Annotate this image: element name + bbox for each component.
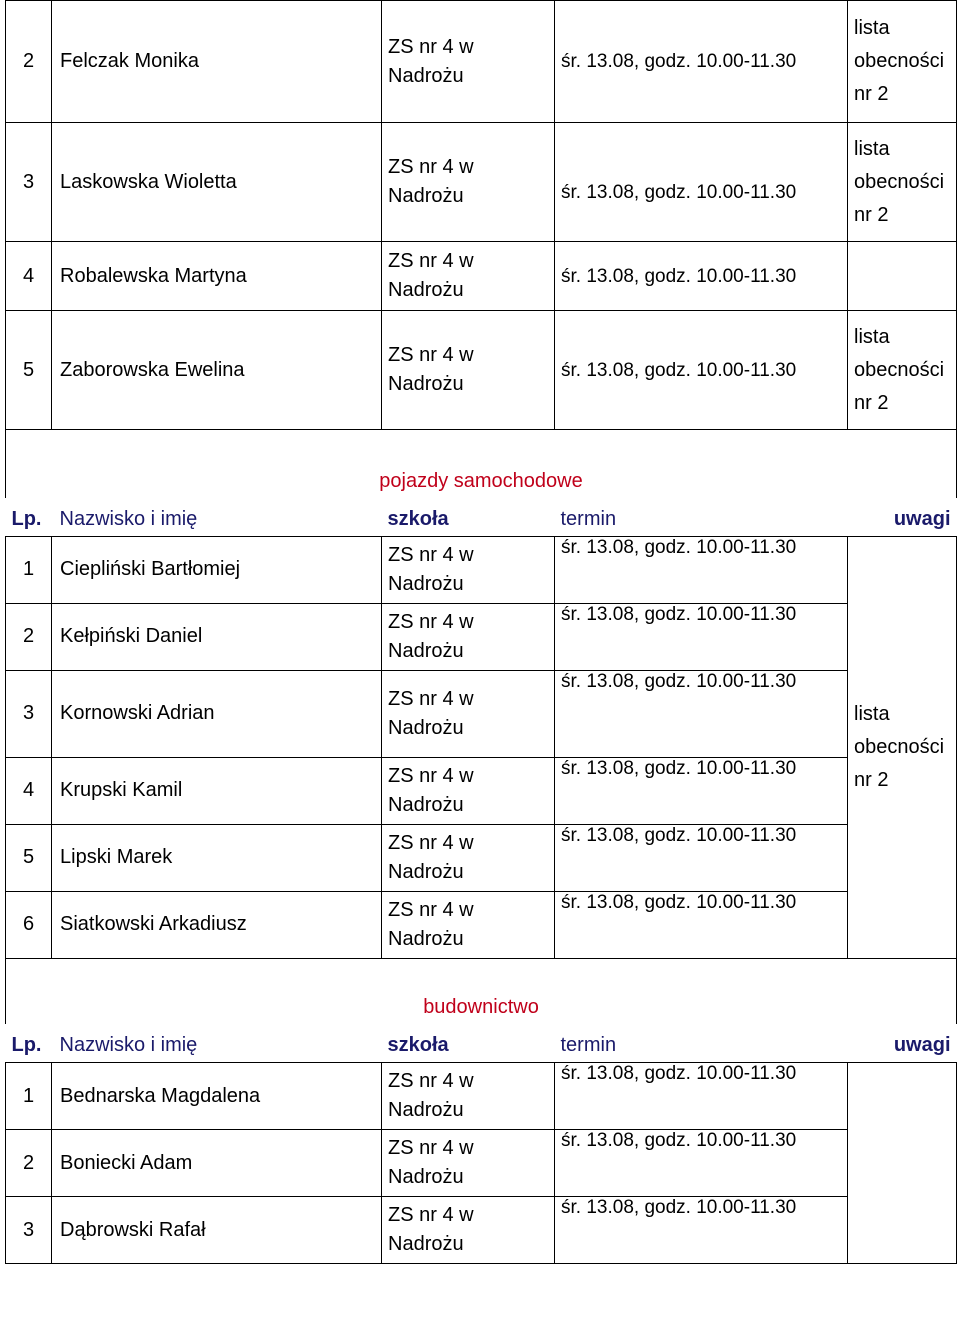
- term-date: śr. 13.08, godz. 10.00-11.30: [555, 1197, 848, 1264]
- row-number: 1: [6, 1063, 52, 1130]
- student-name: Zaborowska Ewelina: [52, 311, 382, 430]
- school-name: ZS nr 4 w Nadrożu: [382, 891, 555, 958]
- school-name: ZS nr 4 w Nadrożu: [382, 1130, 555, 1197]
- school-name: ZS nr 4 w Nadrożu: [382, 311, 555, 430]
- section-heading-row: [6, 430, 957, 498]
- section-title: budownictwo: [6, 958, 957, 1024]
- term-date: śr. 13.08, godz. 10.00-11.30: [555, 1, 848, 123]
- section-heading-row: [6, 958, 957, 1024]
- term-date: śr. 13.08, godz. 10.00-11.30: [555, 1130, 848, 1197]
- student-name: Dąbrowski Rafał: [52, 1197, 382, 1264]
- table-row: [6, 1197, 957, 1264]
- student-name: Bednarska Magdalena: [52, 1063, 382, 1130]
- row-number: 3: [6, 670, 52, 757]
- notes: lista obecności nr 2: [848, 536, 957, 958]
- table-header: [6, 498, 957, 537]
- term-date: śr. 13.08, godz. 10.00-11.30: [555, 824, 848, 891]
- student-name: Robalewska Martyna: [52, 242, 382, 311]
- school-name: ZS nr 4 w Nadrożu: [382, 1063, 555, 1130]
- term-date: śr. 13.08, godz. 10.00-11.30: [555, 1063, 848, 1130]
- table-row: [6, 824, 957, 891]
- row-number: 6: [6, 891, 52, 958]
- section-title: pojazdy samochodowe: [6, 430, 957, 498]
- row-number: 2: [6, 603, 52, 670]
- school-name: ZS nr 4 w Nadrożu: [382, 603, 555, 670]
- header-term: termin: [560, 1034, 617, 1056]
- table-row: [6, 603, 957, 670]
- term-date: śr. 13.08, godz. 10.00-11.30: [555, 757, 848, 824]
- table-row: [6, 1, 957, 123]
- term-date: śr. 13.08, godz. 10.00-11.30: [555, 311, 848, 430]
- school-name: ZS nr 4 w Nadrożu: [382, 1, 555, 123]
- row-number: 4: [6, 242, 52, 311]
- header-term: termin: [560, 507, 617, 530]
- header-school: szkoła: [387, 1034, 449, 1056]
- term-date: śr. 13.08, godz. 10.00-11.30: [555, 603, 848, 670]
- row-number: 5: [6, 311, 52, 430]
- header-notes: uwagi: [893, 507, 951, 530]
- student-name: Lipski Marek: [52, 824, 382, 891]
- header-name: Nazwisko i imię: [59, 1034, 198, 1056]
- row-number: 1: [6, 536, 52, 603]
- student-name: Siatkowski Arkadiusz: [52, 891, 382, 958]
- table-row: [6, 891, 957, 958]
- row-number: 3: [6, 1197, 52, 1264]
- row-number: 2: [6, 1, 52, 123]
- table-header: [6, 1024, 957, 1063]
- school-name: ZS nr 4 w Nadrożu: [382, 242, 555, 311]
- row-number: 5: [6, 824, 52, 891]
- row-number: 3: [6, 123, 52, 242]
- student-name: Boniecki Adam: [52, 1130, 382, 1197]
- school-name: ZS nr 4 w Nadrożu: [382, 670, 555, 757]
- header-school: szkoła: [387, 507, 449, 530]
- student-name: Ciepliński Bartłomiej: [52, 536, 382, 603]
- term-date: śr. 13.08, godz. 10.00-11.30: [555, 123, 848, 242]
- table-row: [6, 670, 957, 757]
- table-row: [6, 1130, 957, 1197]
- term-date: śr. 13.08, godz. 10.00-11.30: [555, 891, 848, 958]
- table-row: [6, 757, 957, 824]
- school-name: ZS nr 4 w Nadrożu: [382, 757, 555, 824]
- term-date: śr. 13.08, godz. 10.00-11.30: [555, 670, 848, 757]
- school-name: ZS nr 4 w Nadrożu: [382, 536, 555, 603]
- student-name: Krupski Kamil: [52, 757, 382, 824]
- student-name: Kełpiński Daniel: [52, 603, 382, 670]
- table-row: [6, 1063, 957, 1130]
- term-date: śr. 13.08, godz. 10.00-11.30: [555, 536, 848, 603]
- enrollment-document: [5, 0, 956, 1264]
- enrollment-table: [5, 0, 957, 1264]
- term-date: śr. 13.08, godz. 10.00-11.30: [555, 242, 848, 311]
- notes: lista obecności nr 2: [848, 123, 957, 242]
- notes: [848, 242, 957, 311]
- table-row: [6, 536, 957, 603]
- school-name: ZS nr 4 w Nadrożu: [382, 824, 555, 891]
- row-number: 2: [6, 1130, 52, 1197]
- table-row: [6, 311, 957, 430]
- school-name: ZS nr 4 w Nadrożu: [382, 123, 555, 242]
- school-name: ZS nr 4 w Nadrożu: [382, 1197, 555, 1264]
- header-name: Nazwisko i imię: [59, 507, 198, 530]
- student-name: Felczak Monika: [52, 1, 382, 123]
- notes: [848, 1063, 957, 1264]
- header-lp: Lp.: [11, 507, 42, 530]
- row-number: 4: [6, 757, 52, 824]
- student-name: Kornowski Adrian: [52, 670, 382, 757]
- notes: lista obecności nr 2: [848, 1, 957, 123]
- student-name: Laskowska Wioletta: [52, 123, 382, 242]
- header-notes: uwagi: [893, 1034, 951, 1056]
- table-row: [6, 123, 957, 242]
- header-lp: Lp.: [11, 1034, 42, 1056]
- table-row: [6, 242, 957, 311]
- notes: lista obecności nr 2: [848, 311, 957, 430]
